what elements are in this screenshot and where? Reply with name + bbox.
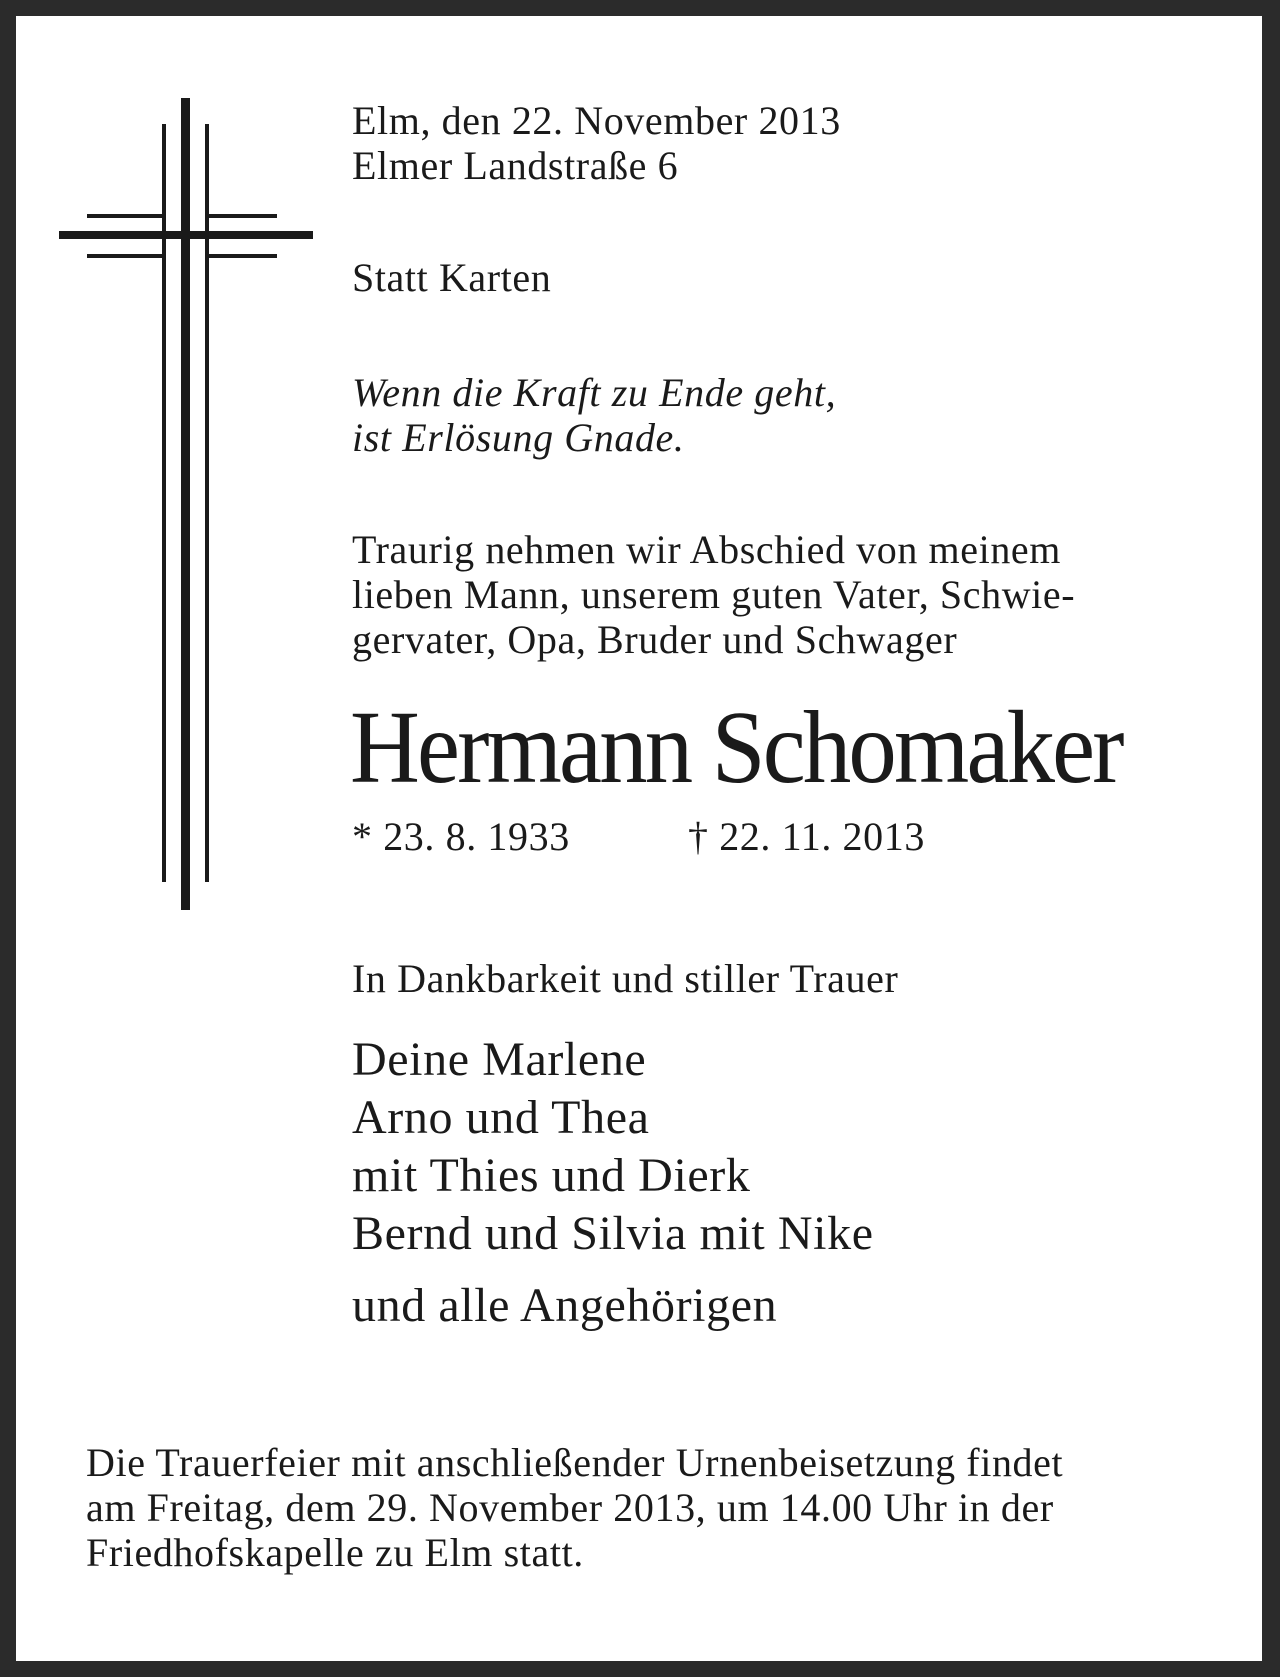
place-date: Elm, den 22. November 2013 (352, 98, 841, 143)
intro-line: Traurig nehmen wir Abschied von meinem (352, 527, 1061, 572)
deceased-name: Hermann Schomaker (350, 690, 1122, 805)
family-line: Bernd und Silvia mit Nike (352, 1207, 874, 1260)
notice: Statt Karten (352, 255, 552, 300)
family-line: Deine Marlene (352, 1033, 647, 1086)
birth-date: * 23. 8. 1933 (352, 814, 570, 859)
funeral-line: Die Trauerfeier mit anschließender Urnenbeisetzung findet (86, 1440, 1064, 1485)
funeral-line: Friedhofskapelle zu Elm statt. (86, 1530, 584, 1575)
intro-paragraph (352, 527, 1075, 662)
quote-line: Wenn die Kraft zu Ende geht, (352, 370, 837, 415)
address: Elmer Landstraße 6 (352, 143, 679, 188)
obituary-card (16, 16, 1262, 1661)
death-date: † 22. 11. 2013 (688, 814, 925, 859)
intro-line: lieben Mann, unserem guten Vater, Schwie- (352, 572, 1076, 617)
family-line: Arno und Thea (352, 1091, 650, 1144)
intro-line: gervater, Opa, Bruder und Schwager (352, 617, 958, 662)
relatives-line: und alle Angehörigen (352, 1279, 778, 1332)
quote (352, 370, 836, 460)
funeral-info (86, 1440, 1063, 1575)
quote-line: ist Erlösung Gnade. (352, 415, 685, 460)
closing-line: In Dankbarkeit und stiller Trauer (352, 956, 899, 1001)
family-line: mit Thies und Dierk (352, 1149, 751, 1202)
funeral-line: am Freitag, dem 29. November 2013, um 14.00 Uhr in der (86, 1485, 1054, 1530)
header (352, 98, 841, 188)
family-list (352, 1031, 874, 1263)
